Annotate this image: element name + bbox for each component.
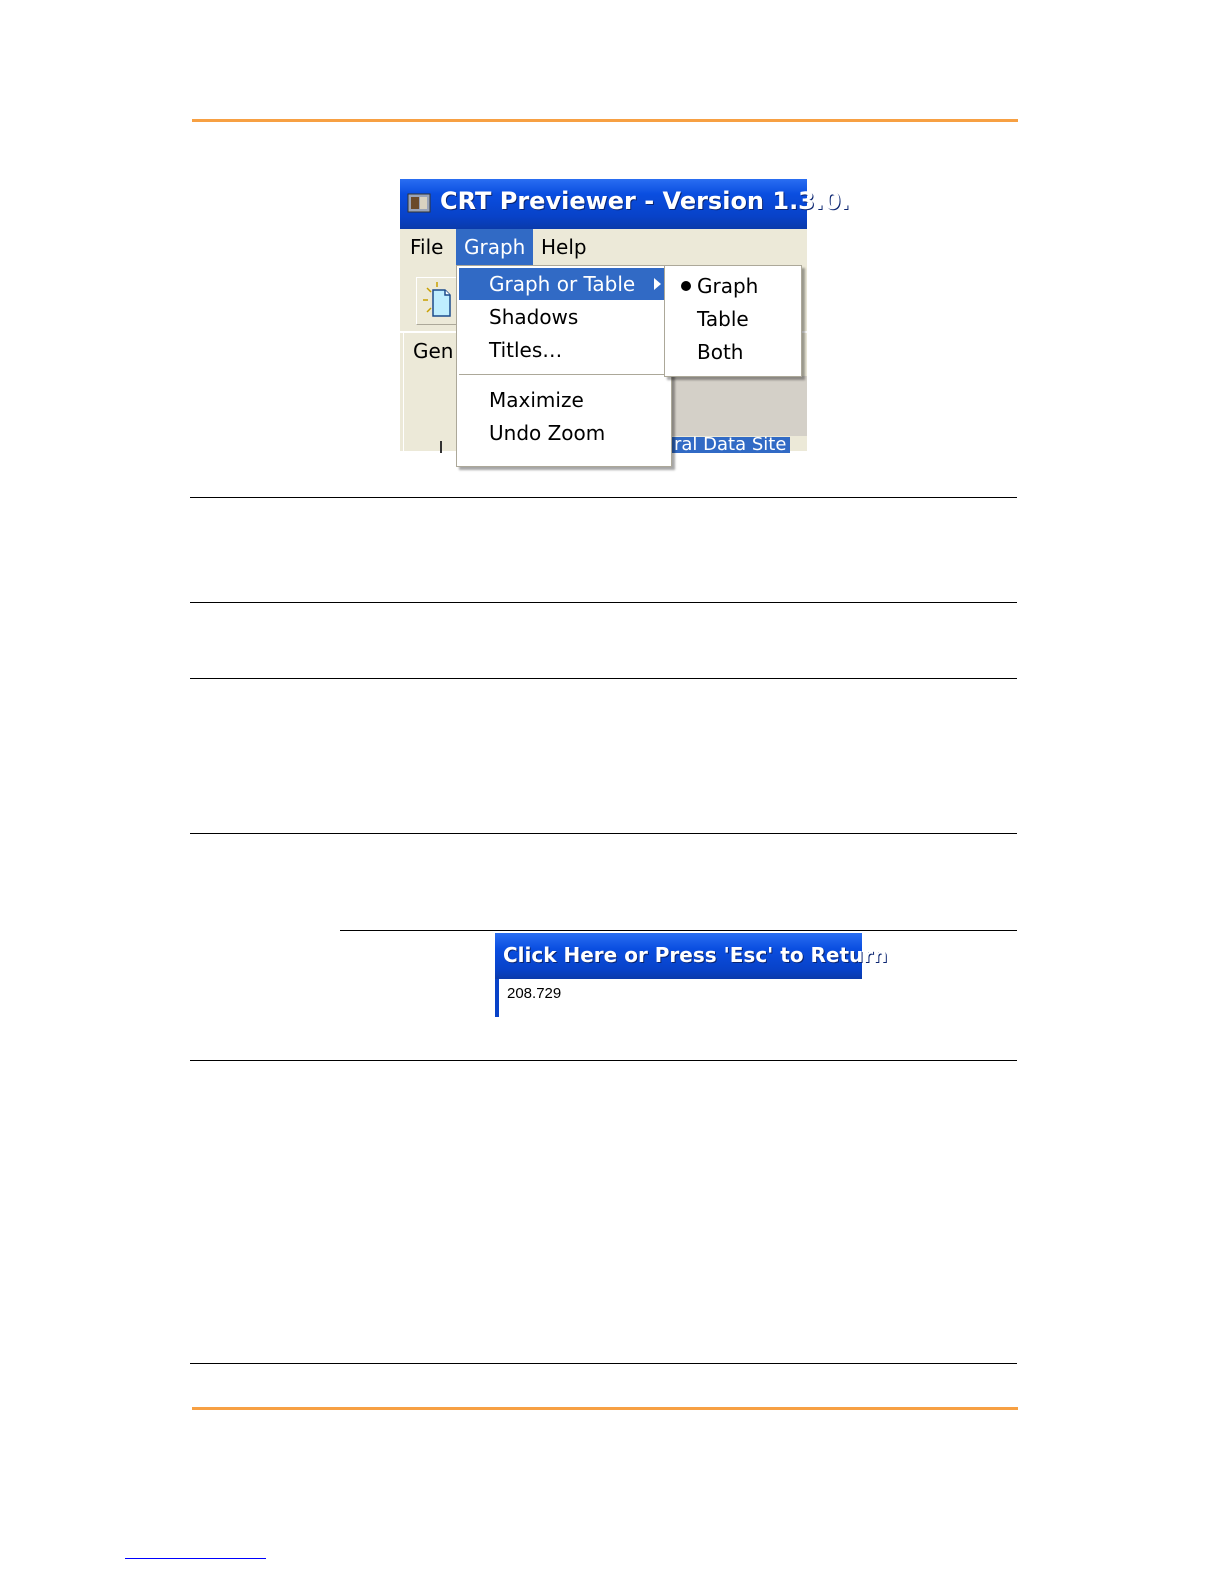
table-rule <box>190 602 1017 603</box>
graph-menu <box>456 265 672 467</box>
menu-item-maximize[interactable] <box>459 384 669 416</box>
menu-file[interactable]: File <box>410 235 444 259</box>
menu-item-label: Shadows <box>489 305 579 329</box>
menu-item-label: Maximize <box>489 388 584 412</box>
menu-item-label: Titles… <box>489 338 563 362</box>
menu-item-titles[interactable] <box>459 334 669 366</box>
value-readout: 208.729 <box>507 985 562 1002</box>
axis-tick <box>440 441 442 453</box>
menu-item-graph-or-table[interactable] <box>459 268 669 300</box>
footer-rule <box>192 1407 1018 1410</box>
footnote-separator <box>125 1558 266 1559</box>
submenu-item-label: Both <box>697 340 744 364</box>
submenu-item-both[interactable] <box>667 336 799 368</box>
submenu-item-graph[interactable] <box>667 270 799 302</box>
menu-graph[interactable]: Graph <box>456 229 533 265</box>
site-selection[interactable] <box>672 434 790 455</box>
submenu-item-label: Graph <box>697 274 759 298</box>
menu-item-label: Undo Zoom <box>489 421 606 445</box>
app-icon <box>406 190 432 216</box>
submenu-item-label: Table <box>697 307 749 331</box>
value-popup-screenshot <box>495 933 888 1017</box>
header-rule <box>192 119 1018 122</box>
crt-previewer-screenshot <box>400 179 850 455</box>
menu-bar <box>400 229 807 265</box>
table-rule <box>190 678 1017 679</box>
table-rule <box>190 497 1017 498</box>
return-bar-label: Click Here or Press 'Esc' to Return <box>503 943 888 967</box>
menu-help[interactable]: Help <box>541 235 587 259</box>
background-panel <box>672 376 807 436</box>
table-rule <box>190 1060 1017 1061</box>
submenu-arrow-icon <box>654 278 661 290</box>
tab-general-label: Gen <box>413 339 454 363</box>
radio-bullet-icon <box>681 281 691 291</box>
menu-separator <box>459 374 669 375</box>
site-selection-text: ral Data Site <box>674 434 787 455</box>
new-document-button[interactable] <box>416 277 458 325</box>
table-rule <box>190 833 1017 834</box>
submenu-item-table[interactable] <box>667 303 799 335</box>
table-rule <box>190 1363 1017 1364</box>
table-rule <box>340 930 1017 931</box>
menu-item-shadows[interactable] <box>459 301 669 333</box>
return-bar[interactable] <box>495 933 888 979</box>
window-title: CRT Previewer - Version 1.3.0. <box>440 187 850 215</box>
menu-item-undo-zoom[interactable] <box>459 417 669 449</box>
new-document-icon <box>417 278 457 324</box>
popup-frame <box>495 979 499 1017</box>
title-bar <box>400 179 850 229</box>
menu-item-label: Graph or Table <box>489 272 636 296</box>
graph-or-table-submenu <box>664 265 802 377</box>
